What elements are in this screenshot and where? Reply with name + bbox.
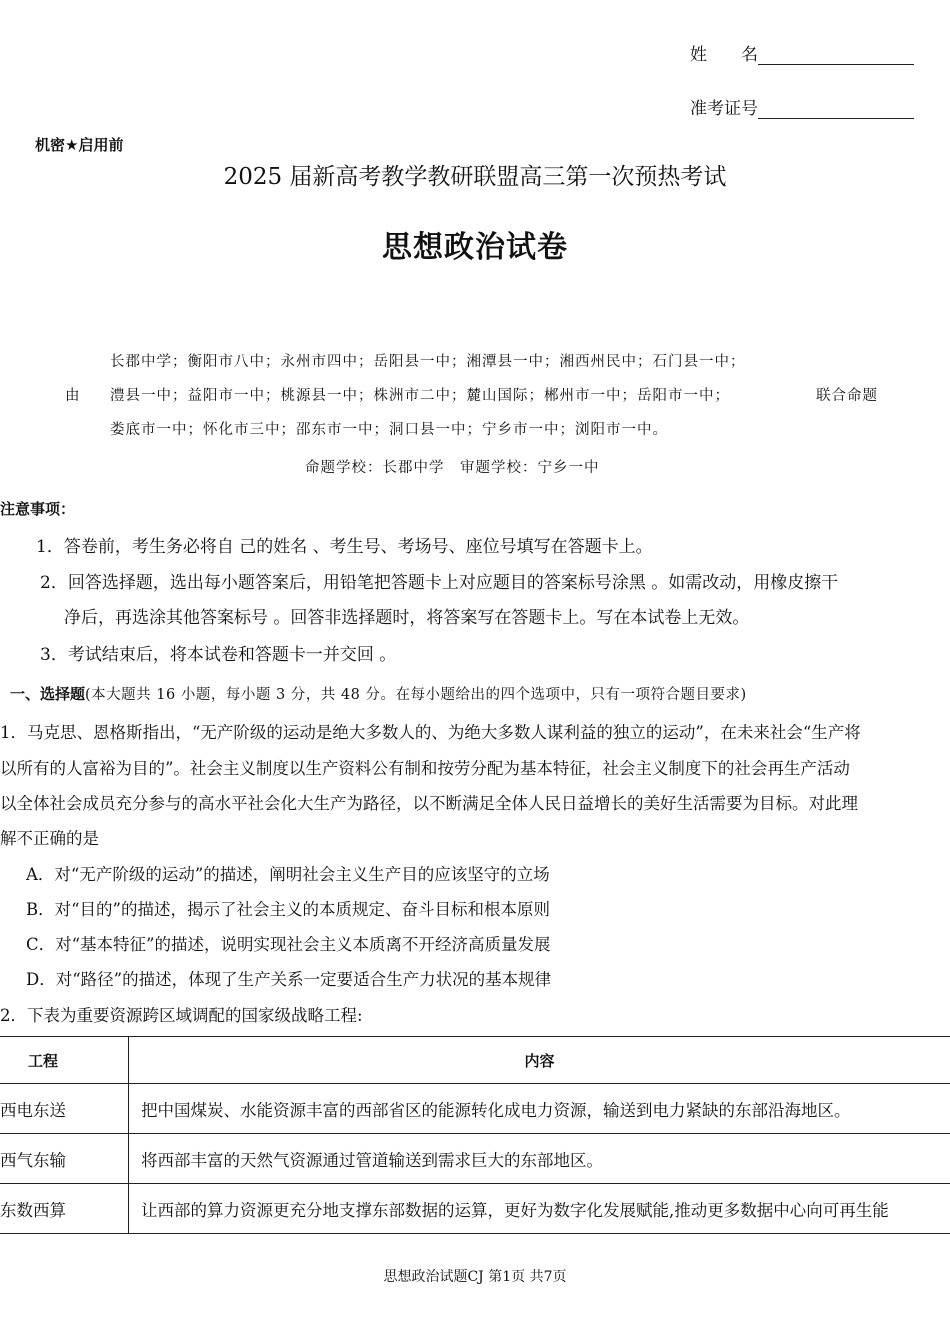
notice-item-3: 3．考试结束后，将本试卷和答题卡一并交回 。 <box>40 645 397 665</box>
exam-number-blank[interactable] <box>758 100 914 119</box>
setter-schools: 命题学校：长郡中学 审题学校：宁乡一中 <box>305 460 600 476</box>
page-footer: 思想政治试题CJ 第1页 共7页 <box>383 1269 567 1285</box>
table-cell-content: 把中国煤炭、水能资源丰富的西部省区的能源转化成电力资源，输送到电力紧缺的东部沿海地区。 <box>129 1084 950 1134</box>
schools-line-1: 长郡中学；衡阳市八中；永州市四中；岳阳县一中；湘潭县一中；湘西州民中；石门县一中； <box>110 354 746 370</box>
projects-table <box>0 1036 950 1234</box>
table-header-row <box>0 1037 950 1084</box>
q1-option-c: C．对“基本特征”的描述，说明实现社会主义本质离不开经济高质量发展 <box>26 935 551 954</box>
table-cell-project: 东数西算 <box>0 1184 129 1234</box>
name-field <box>690 40 914 65</box>
notice-item-2: 2．回答选择题，选出每小题答案后，用铅笔把答题卡上对应题目的答案标号涂黑 。如需改动，用橡皮擦干 <box>40 573 839 593</box>
schools-prefix: 由 <box>65 388 81 404</box>
schools-joint-label: 联合命题 <box>816 388 878 404</box>
name-label: 姓 名 <box>690 45 758 65</box>
table-cell-content: 将西部丰富的天然气资源通过管道输送到需求巨大的东部地区。 <box>129 1134 950 1184</box>
q1-stem-line-2: 以所有的人富裕为目的”。社会主义制度以生产资料公有制和按劳分配为基本特征，社会主义制度下的社会再生产活动 <box>0 759 850 778</box>
name-blank[interactable] <box>758 46 914 65</box>
notice-item-1: 1．答卷前，考生务必将自 己的姓名 、考生号、考场号、座位号填写在答题卡上。 <box>36 537 653 557</box>
exam-number-label: 准考证号 <box>690 99 758 119</box>
table-row <box>0 1184 950 1234</box>
table-row <box>0 1084 950 1134</box>
subject-title: 思想政治试卷 <box>382 230 568 265</box>
q1-stem-line-4: 解不正确的是 <box>0 829 99 848</box>
table-row <box>0 1134 950 1184</box>
schools-line-2: 澧县一中；益阳市一中；桃源县一中；株洲市二中；麓山国际；郴州市一中；岳阳市一中； <box>110 388 730 404</box>
exam-number-field <box>690 94 914 119</box>
section-1-title: 一、选择题 <box>10 685 86 703</box>
table-cell-project: 西电东送 <box>0 1084 129 1134</box>
q1-option-a: A．对“无产阶级的运动”的描述，阐明社会主义生产目的应该坚守的立场 <box>26 865 550 884</box>
section-1-heading <box>10 683 747 704</box>
q1-stem-line-1: 1．马克思、恩格斯指出，“无产阶级的运动是绝大多数人的、为绝大多数人谋利益的独立的运动”，在未来社会“生产将 <box>0 723 861 742</box>
notice-title: 注意事项： <box>0 500 76 518</box>
exam-title: 2025 届新高考教学教研联盟高三第一次预热考试 <box>223 164 727 190</box>
secret-mark: 机密★启用前 <box>35 136 124 154</box>
q1-option-b: B．对“目的”的描述，揭示了社会主义的本质规定、奋斗目标和根本原则 <box>26 900 550 919</box>
notice-item-2-cont: 净后，再选涂其他答案标号 。回答非选择题时，将答案写在答题卡上。写在本试卷上无效。 <box>64 608 750 628</box>
q1-option-d: D．对“路径”的描述，体现了生产关系一定要适合生产力状况的基本规律 <box>26 970 552 989</box>
q2-stem: 2．下表为重要资源跨区域调配的国家级战略工程: <box>0 1006 363 1025</box>
table-header-project: 工程 <box>0 1037 129 1084</box>
q1-stem-line-3: 以全体社会成员充分参与的高水平社会化大生产为路径，以不断满足全体人民日益增长的美好生活需要为目标。对此理 <box>0 794 858 813</box>
schools-line-3: 娄底市一中；怀化市三中；邵东市一中；洞口县一中；宁乡市一中；浏阳市一中。 <box>110 422 668 438</box>
table-header-content: 内容 <box>129 1037 950 1084</box>
section-1-desc: (本大题共 16 小题，每小题 3 分，共 48 分。在每小题给出的四个选项中，只有一项符合题目要求) <box>85 687 747 703</box>
table-cell-content: 让西部的算力资源更充分地支撑东部数据的运算，更好为数字化发展赋能,推动更多数据中心向可再生能 <box>129 1184 950 1234</box>
table-cell-project: 西气东输 <box>0 1134 129 1184</box>
